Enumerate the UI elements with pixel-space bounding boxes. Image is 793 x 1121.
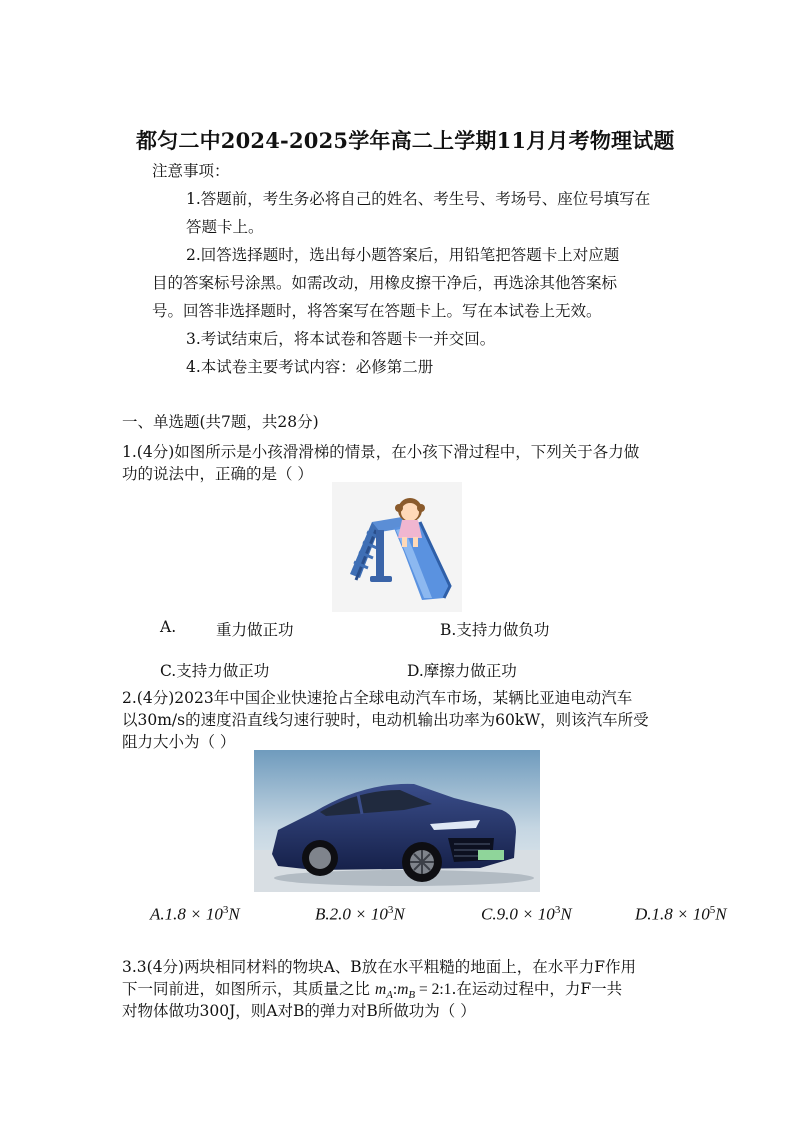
car-photo xyxy=(254,750,540,892)
slide-illustration xyxy=(332,482,462,612)
section-heading: 一、单选题(共7题，共28分) xyxy=(122,413,319,431)
q2-stem-cont2: 阻力大小为（ ） xyxy=(122,733,236,751)
notice-item-3: 3.考试结束后，将本试卷和答题卡一并交回。 xyxy=(186,330,496,348)
q1-stem-cont: 功的说法中，正确的是（ ） xyxy=(122,465,313,483)
notice-item-2-cont: 目的答案标号涂黑。如需改动，用橡皮擦干净后，再选涂其他答案标 xyxy=(152,274,618,292)
q2-option-d: $D.1.8 \times 10^5N$ xyxy=(635,904,727,924)
q1-option-a-label: A. xyxy=(160,618,177,636)
q1-stem: 1.(4分)如图所示是小孩滑滑梯的情景，在小孩下滑过程中，下列关于各力做 xyxy=(122,443,640,461)
notice-item-4: 4.本试卷主要考试内容：必修第二册 xyxy=(186,358,434,376)
notice-item-2-cont2: 号。回答非选择题时，将答案写在答题卡上。写在本试卷上无效。 xyxy=(152,302,602,320)
q3-stem: 3.3(4分)两块相同材料的物块A、B放在水平粗糙的地面上，在水平力F作用 xyxy=(122,958,636,976)
notice-item-1: 1.答题前，考生务必将自己的姓名、考生号、考场号、座位号填写在 xyxy=(186,190,651,208)
q2-option-b: $B.2.0 \times 10^3N$ xyxy=(315,904,405,924)
q3-stem-cont: 下一同前进，如图所示，其质量之比 $m_A:m_B$ = 2:1.在运动过程中，力F一共 xyxy=(122,980,623,1002)
q2-stem-cont: 以30m/s的速度沿直线匀速行驶时，电动机输出功率为60kW，则该汽车所受 xyxy=(122,711,649,729)
car-icon xyxy=(254,750,540,892)
notice-heading: 注意事项： xyxy=(152,162,230,180)
child-on-slide-icon xyxy=(332,482,462,612)
notice-item-1-cont: 答题卡上。 xyxy=(186,218,264,236)
q3-stem-cont2: 对物体做功300J，则A对B的弹力对B所做功为（ ） xyxy=(122,1002,476,1020)
q1-option-b: B.支持力做负功 xyxy=(440,621,550,639)
q2-stem: 2.(4分)2023年中国企业快速抢占全球电动汽车市场，某辆比亚迪电动汽车 xyxy=(122,689,633,707)
notice-item-2: 2.回答选择题时，选出每小题答案后，用铅笔把答题卡上对应题 xyxy=(186,246,620,264)
q2-option-c: $C.9.0 \times 10^3N$ xyxy=(481,904,572,924)
q1-option-a-text: 重力做正功 xyxy=(216,621,294,639)
q1-option-c: C.支持力做正功 xyxy=(160,662,270,680)
q2-option-a: $A.1.8 \times 10^3N$ xyxy=(150,904,240,924)
q1-option-d: D.摩擦力做正功 xyxy=(407,662,517,680)
page-title: 都匀二中2024-2025学年高二上学期11月月考物理试题 xyxy=(136,128,675,153)
